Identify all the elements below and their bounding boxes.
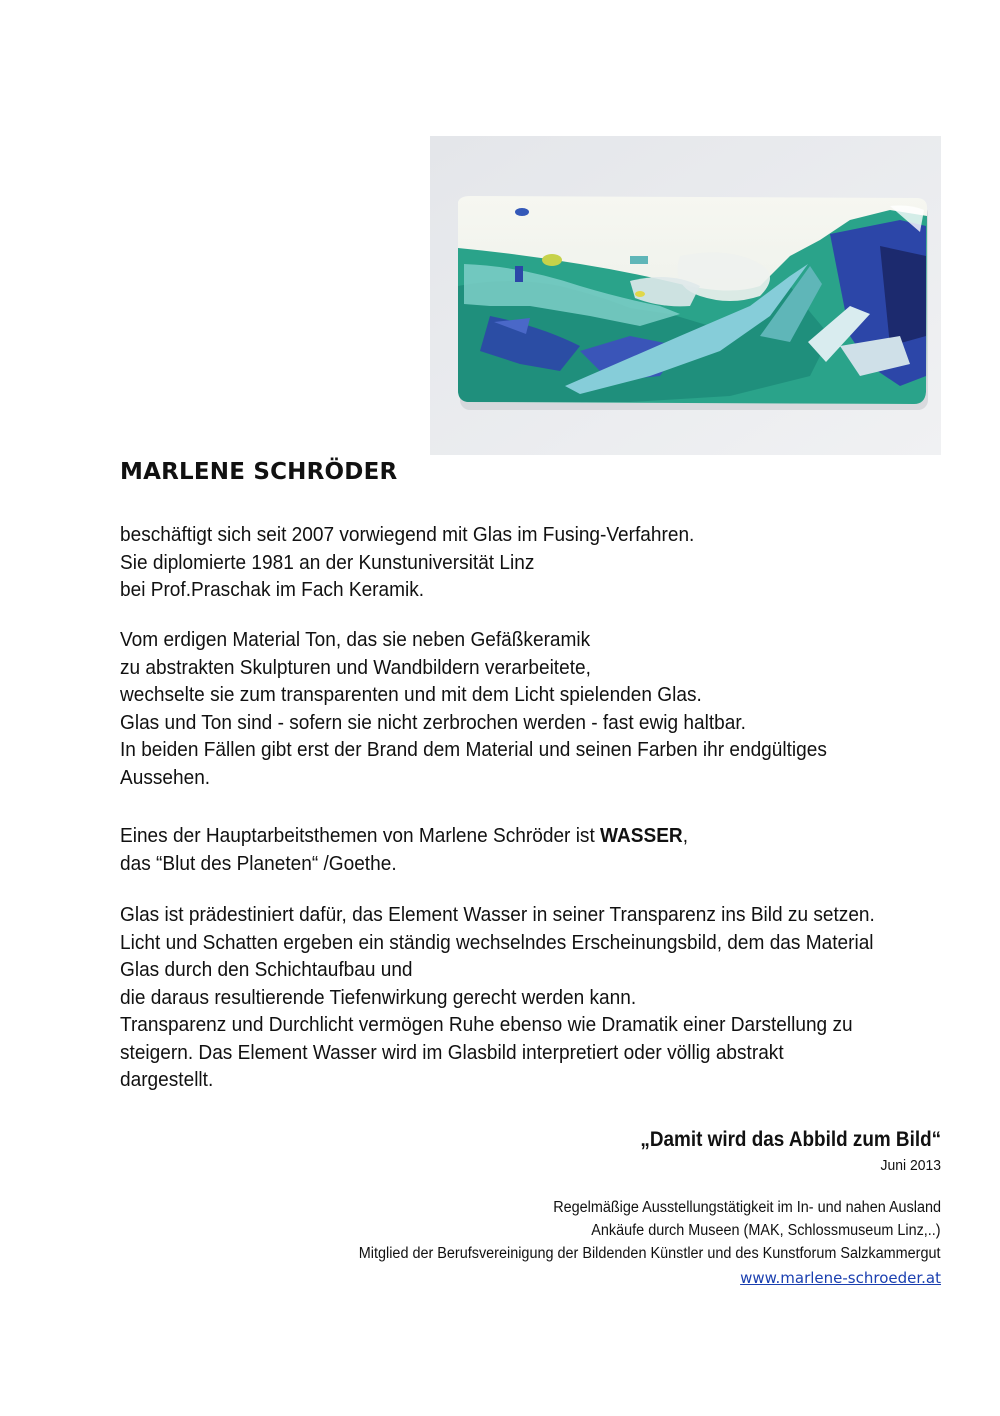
text-segment: , [682,824,688,847]
text-line [120,822,901,850]
quote: „Damit wird das Abbild zum Bild“ [640,1128,941,1151]
text-segment: Eines der Hauptarbeitsthemen von Marlene Schröder ist [120,824,601,847]
text-line: Aussehen. [120,765,211,789]
website-link[interactable]: www.marlene-schroeder.at [740,1269,941,1287]
footer-line: Mitglied der Berufsvereinigung der Bildenden Künstler und des Kunstforum Salzkammergut [359,1245,941,1262]
text-line: steigern. Das Element Wasser wird im Glasbild interpretiert oder völlig abstrakt [120,1040,784,1064]
footer-line: Ankäufe durch Museen (MAK, Schlossmuseum Linz,..) [591,1222,941,1239]
text-line: Glas ist prädestiniert dafür, das Element Wasser in seiner Transparenz ins Bild zu setzen. [120,903,875,926]
theme-keyword: WASSER [600,824,683,847]
text-line: beschäftigt sich seit 2007 vorwiegend mit Glas im Fusing-Verfahren. [120,523,695,546]
text-line: Transparenz und Durchlicht vermögen Ruhe ebenso wie Dramatik einer Darstellung zu [120,1013,853,1036]
glass-artwork-photo [430,136,941,455]
glass-paragraph [120,901,901,1094]
text-line: die daraus resultierende Tiefenwirkung gerecht werden kann. [120,985,637,1009]
theme-paragraph [120,822,901,877]
intro-paragraph [120,521,901,604]
text-line: Vom erdigen Material Ton, das sie neben Gefäßkeramik [120,628,591,651]
text-line: Sie diplomierte 1981 an der Kunstuniversität Linz [120,550,535,574]
text-line: Licht und Schatten ergeben ein ständig wechselndes Erscheinungsbild, dem das Material [120,930,874,954]
footer-line: Regelmäßige Ausstellungstätigkeit im In- und nahen Ausland [553,1199,941,1216]
date: Juni 2013 [880,1157,941,1174]
text-line: bei Prof.Praschak im Fach Keramik. [120,578,425,601]
material-paragraph [120,626,901,791]
text-line: In beiden Fällen gibt erst der Brand dem Material und seinen Farben ihr endgültiges [120,738,827,761]
text-line: das “Blut des Planeten“ /Goethe. [120,851,397,875]
text-line: Glas durch den Schichtaufbau und [120,958,413,981]
text-line: dargestellt. [120,1068,214,1091]
text-line: Glas und Ton sind - sofern sie nicht zerbrochen werden - fast ewig haltbar. [120,710,746,734]
artist-name-heading: MARLENE SCHRÖDER [120,459,398,485]
text-line: wechselte sie zum transparenten und mit dem Licht spielenden Glas. [120,683,702,706]
text-line: zu abstrakten Skulpturen und Wandbildern verarbeitete, [120,655,591,679]
